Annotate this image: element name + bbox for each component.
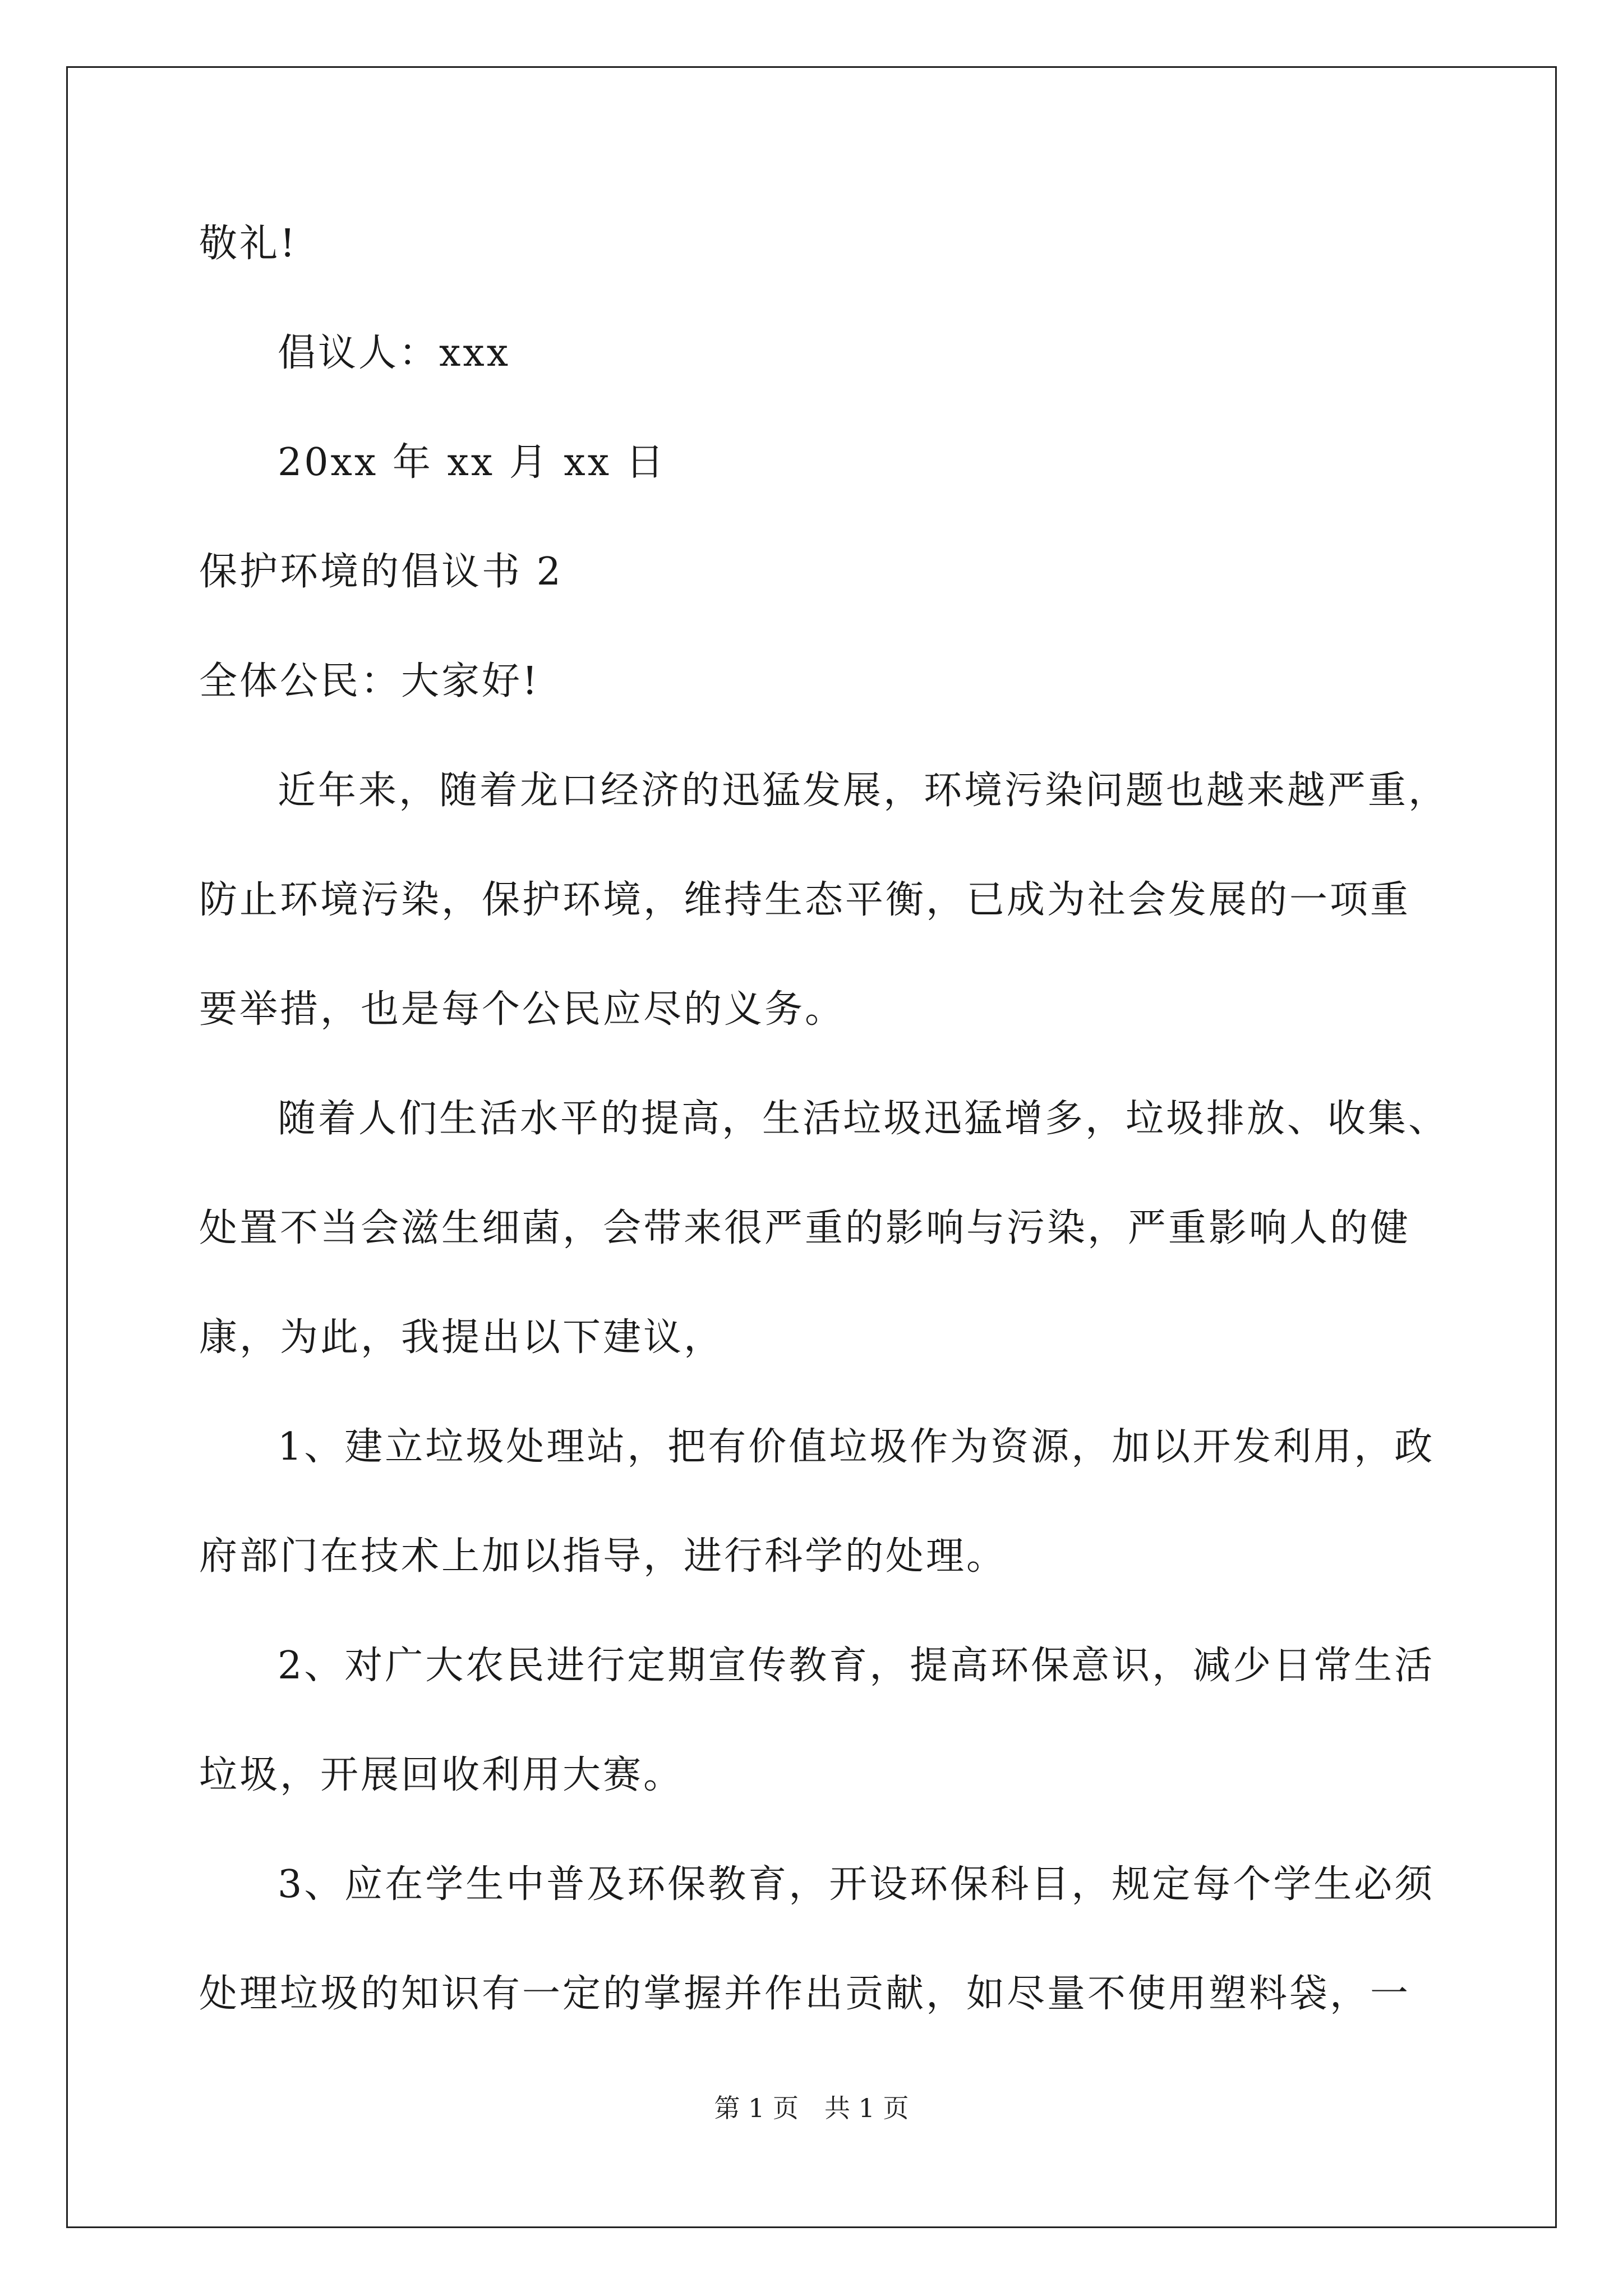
page-number-footer: 第 1 页 共 1 页 [714,2093,909,2123]
paragraph-line: 随着人们生活水平的提高，生活垃圾迅猛增多，垃圾排放、收集、 [278,1097,1449,1141]
signature-line: 倡议人：xxx [278,331,511,375]
list-item-line: 1、建立垃圾处理站，把有价值垃圾作为资源，加以开发利用，政 [278,1425,1435,1469]
closing-salutation: 敬礼! [199,222,298,266]
list-item-line: 府部门在技术上加以指导，进行科学的处理。 [199,1534,1007,1579]
paragraph-line: 处置不当会滋生细菌，会带来很严重的影响与污染，严重影响人的健 [199,1206,1411,1250]
list-item-line: 垃圾，开展回收利用大赛。 [199,1753,684,1797]
list-item-line: 2、对广大农民进行定期宣传教育，提高环保意识，减少日常生活 [278,1644,1435,1688]
paragraph-line: 要举措，也是每个公民应尽的义务。 [199,987,846,1032]
paragraph-line: 康，为此，我提出以下建议， [199,1315,725,1360]
paragraph-line: 近年来，随着龙口经济的迅猛发展，环境污染问题也越来越严重， [278,769,1449,813]
section-title: 保护环境的倡议书 2 [199,550,563,594]
list-item-line: 3、应在学生中普及环保教育，开设环保科目，规定每个学生必须 [278,1862,1435,1907]
paragraph-line: 防止环境污染，保护环境，维持生态平衡，已成为社会发展的一项重 [199,878,1411,922]
list-item-line: 处理垃圾的知识有一定的掌握并作出贡献，如尽量不使用塑料袋，一 [199,1972,1411,2016]
date-line: 20xx 年 xx 月 xx 日 [278,440,666,485]
greeting-line: 全体公民：大家好! [199,659,540,703]
